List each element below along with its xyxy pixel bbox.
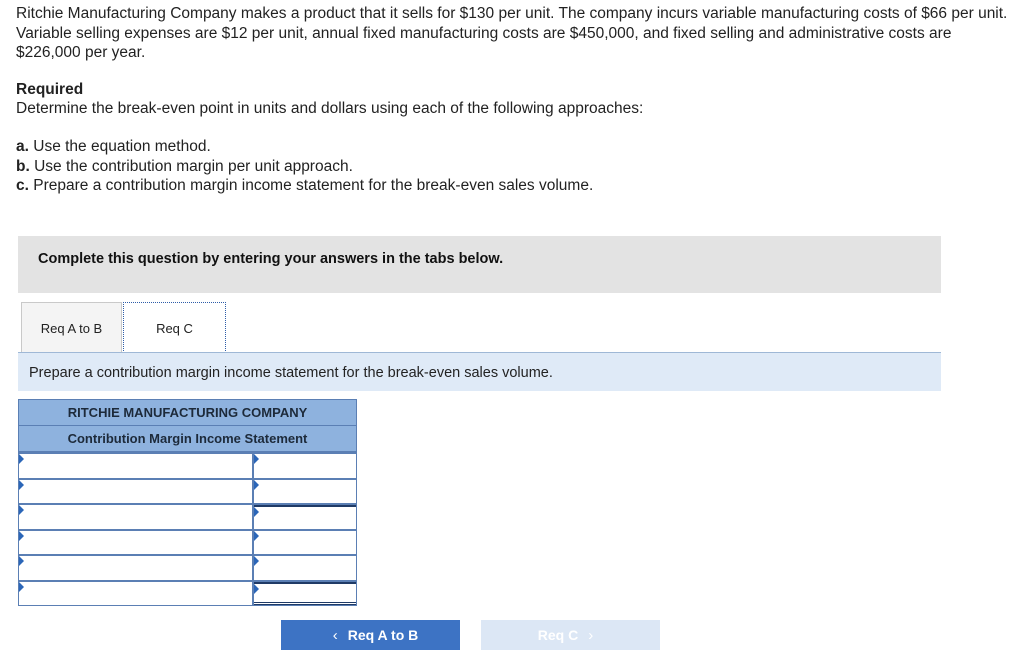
dropdown-marker-icon: [19, 582, 24, 592]
chevron-left-icon: ‹: [332, 626, 338, 644]
input-marker-icon: [254, 507, 259, 517]
tab-req-c[interactable]: [123, 302, 226, 353]
label-input[interactable]: [19, 531, 252, 555]
label-cell[interactable]: [19, 582, 254, 606]
input-marker-icon: [254, 584, 259, 594]
label-input[interactable]: [19, 454, 252, 478]
requirement-a: [16, 137, 593, 157]
label-input[interactable]: [19, 556, 252, 580]
label-cell[interactable]: [19, 556, 254, 580]
requirement-text: Use the equation method.: [33, 138, 211, 155]
input-marker-icon: [254, 531, 259, 541]
requirement-c: [16, 176, 593, 196]
problem-paragraph: Ritchie Manufacturing Company makes a product that it sells for $130 per unit. The company incurs variable manufacturing costs of $66 per unit. Variable selling expenses are $12 per unit, annual fixed manufacturing costs are $450,000, and fixed selling and administrative costs are $226,000 per year.: [16, 5, 1008, 61]
requirement-letter: a.: [16, 138, 29, 155]
statement-title-header: Contribution Margin Income Statement: [19, 426, 356, 452]
amount-cell[interactable]: [254, 582, 356, 606]
company-name-header: RITCHIE MANUFACTURING COMPANY: [19, 400, 356, 426]
dropdown-marker-icon: [19, 556, 24, 566]
dropdown-marker-icon: [19, 454, 24, 464]
requirement-letter: b.: [16, 157, 30, 175]
label-cell[interactable]: [19, 454, 254, 478]
input-marker-icon: [254, 480, 259, 490]
label-cell[interactable]: [19, 531, 254, 555]
table-row: [19, 478, 356, 504]
requirement-b: [16, 157, 593, 177]
dropdown-marker-icon: [19, 480, 24, 490]
table-row: [19, 452, 356, 478]
table-row: [19, 503, 356, 529]
requirement-list: [16, 137, 593, 196]
table-row: [19, 529, 356, 555]
table-row: [19, 580, 356, 606]
amount-input[interactable]: [254, 531, 356, 555]
requirement-text: Use the contribution margin per unit approach.: [34, 157, 353, 175]
required-text: Determine the break-even point in units and dollars using each of the following approaches:: [16, 100, 644, 117]
tab-instruction-panel: [18, 353, 941, 391]
requirement-letter: c.: [16, 177, 29, 194]
amount-cell[interactable]: [254, 556, 356, 580]
required-heading: Required: [16, 81, 84, 98]
tab-label: Req C: [156, 320, 193, 336]
tab-instruction-text: Prepare a contribution margin income statement for the break-even sales volume.: [29, 365, 553, 381]
amount-cell[interactable]: [254, 505, 356, 529]
next-tab-label: Req C: [537, 627, 579, 643]
amount-input[interactable]: [254, 480, 356, 504]
input-marker-icon: [254, 556, 259, 566]
chevron-right-icon: ›: [588, 626, 594, 644]
amount-input[interactable]: [254, 584, 356, 603]
amount-cell[interactable]: [254, 531, 356, 555]
prev-tab-label: Req A to B: [347, 627, 419, 643]
amount-input[interactable]: [254, 556, 356, 580]
next-tab-button[interactable]: [481, 620, 660, 650]
instructions-banner: [18, 236, 941, 293]
amount-cell[interactable]: [254, 480, 356, 504]
requirement-text: Prepare a contribution margin income statement for the break-even sales volume.: [33, 177, 594, 194]
label-input[interactable]: [19, 480, 252, 504]
input-marker-icon: [254, 454, 259, 464]
income-statement-table: [18, 399, 357, 606]
tab-req-a-to-b[interactable]: [21, 302, 122, 353]
label-input[interactable]: [19, 505, 252, 529]
label-cell[interactable]: [19, 480, 254, 504]
prev-tab-button[interactable]: [281, 620, 460, 650]
label-cell[interactable]: [19, 505, 254, 529]
dropdown-marker-icon: [19, 505, 24, 515]
tab-label: Req A to B: [40, 320, 103, 336]
amount-input[interactable]: [254, 454, 356, 478]
table-row: [19, 554, 356, 580]
label-input[interactable]: [19, 582, 252, 606]
dropdown-marker-icon: [19, 531, 24, 541]
amount-input[interactable]: [254, 507, 356, 529]
banner-text: Complete this question by entering your answers in the tabs below.: [38, 251, 504, 267]
amount-cell[interactable]: [254, 454, 356, 478]
